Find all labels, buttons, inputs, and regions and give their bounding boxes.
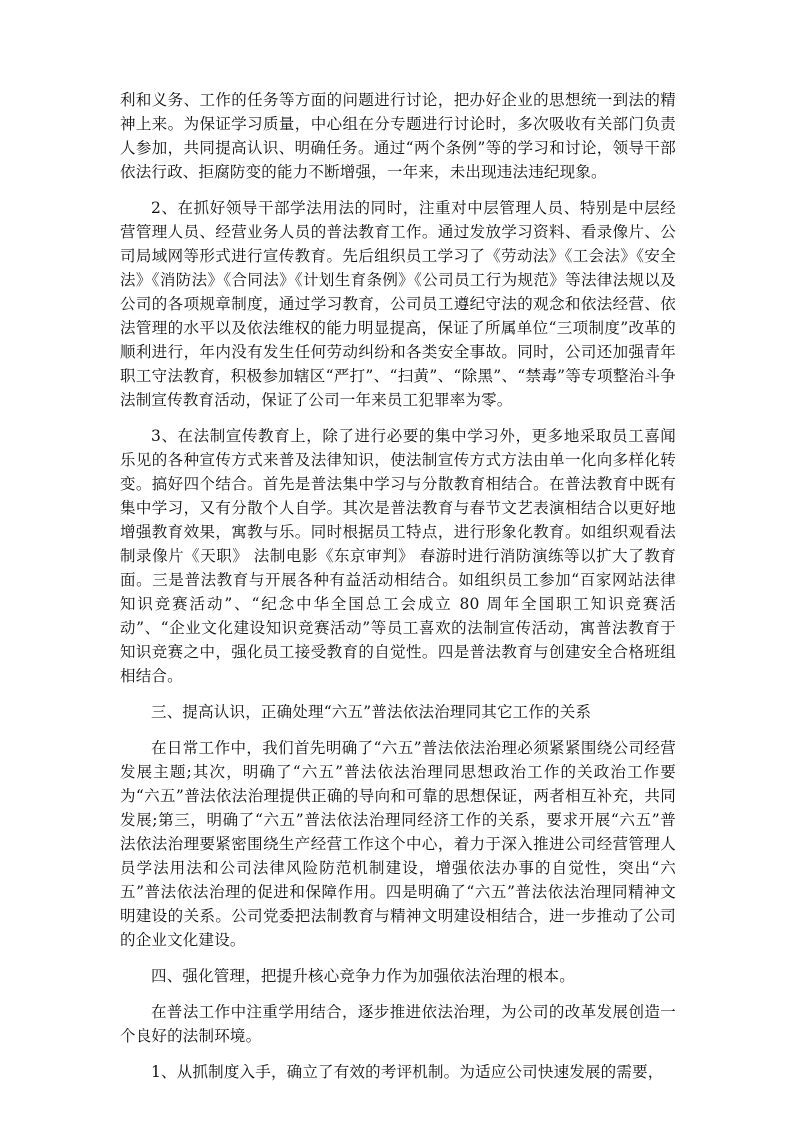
- section-heading-4: 四、强化管理，把提升核心竞争力作为加强依法治理的根本。: [151, 967, 575, 985]
- paragraph-item-1: 1、从抓制度入手，确立了有效的考评机制。为适应公司快速发展的需要，: [151, 1063, 664, 1081]
- paragraph-section-3-body: 在日常工作中，我们首先明确了“六五”普法依法治理必须紧紧围绕公司经营发展主题;其次，明确了“六五”普法依法治理同思想政治工作的关政治工作要为“六五”普法依法治理提供正确的导向和可靠的思想保证，两者相互补充，共同发展;第三，明确了“六五”普法依法治理同经济工作的关系，要求开展“六五”普法依法治理要紧密围绕生产经营工作这个中心，着力于深入推进公司经营管理人员学法用法和公司法律风险防范机制建设，增强依法办事的自觉性，突出“六五”普法依法治理的促进和保障作用。四是明确了“六五”普法依法治理同精神文明建设的关系。公司党委把法制教育与精神文明建设相结合，进一步推动了公司的企业文化建设。: [120, 739, 676, 949]
- paragraph-section-4-intro: 在普法工作中注重学用结合，逐步推进依法治理，为公司的改革发展创造一个良好的法制环境。: [120, 1003, 676, 1045]
- document-body: [120, 88, 676, 1096]
- section-heading-3: 三、提高认识，正确处理“六五”普法依法治理同其它工作的关系: [151, 703, 592, 721]
- paragraph-continuation: 利和义务、工作的任务等方面的问题进行讨论，把办好企业的思想统一到法的精神上来。为保证学习质量，中心组在分专题进行讨论时，多次吸收有关部门负责人参加，共同提高认识、明确任务。通过“两个条例”等的学习和讨论，领导干部依法行政、拒腐防变的能力不断增强，一年来，未出现违法违纪现象。: [120, 91, 676, 181]
- paragraph-item-2: 2、在抓好领导干部学法用法的同时，注重对中层管理人员、特别是中层经营管理人员、经营业务人员的普法教育工作。通过发放学习资料、看录像片、公司局域网等形式进行宣传教育。先后组织员工学习了《劳动法》《工会法》《安全法》《消防法》《合同法》《计划生育条例》《公司员工行为规范》等法律法规以及公司的各项规章制度，通过学习教育，公司员工遵纪守法的观念和依法经营、依法管理的水平以及依法维权的能力明显提高，保证了所属单位“三项制度”改革的顺利进行，年内没有发生任何劳动纠纷和各类安全事故。同时，公司还加强青年职工守法教育，积极参加辖区“严打”、“扫黄”、“除黑”、“禁毒”等专项整治斗争法制宣传教育活动，保证了公司一年来员工犯罪率为零。: [120, 199, 676, 409]
- paragraph-item-3: 3、在法制宣传教育上，除了进行必要的集中学习外，更多地采取员工喜闻乐见的各种宣传方式来普及法律知识，使法制宣传方式方法由单一化向多样化转变。搞好四个结合。首先是普法集中学习与分散教育相结合。在普法教育中既有集中学习，又有分散个人自学。其次是普法教育与春节文艺表演相结合以更好地增强教育效果，寓教与乐。同时根据员工特点，进行形象化教育。如组织观看法制录像片《天职》 法制电影《东京审判》 春游时进行消防演练等以扩大了教育面。三是普法教育与开展各种有益活动相结合。如组织员工参加“百家网站法律知识竞赛活动”、“纪念中华全国总工会成立 80 周年全国职工知识竞赛活动”、“企业文化建设知识竞赛活动”等员工喜欢的法制宣传活动，寓普法教育于知识竞赛之中，强化员工接受教育的自觉性。四是普法教育与创建安全合格班组相结合。: [120, 427, 676, 685]
